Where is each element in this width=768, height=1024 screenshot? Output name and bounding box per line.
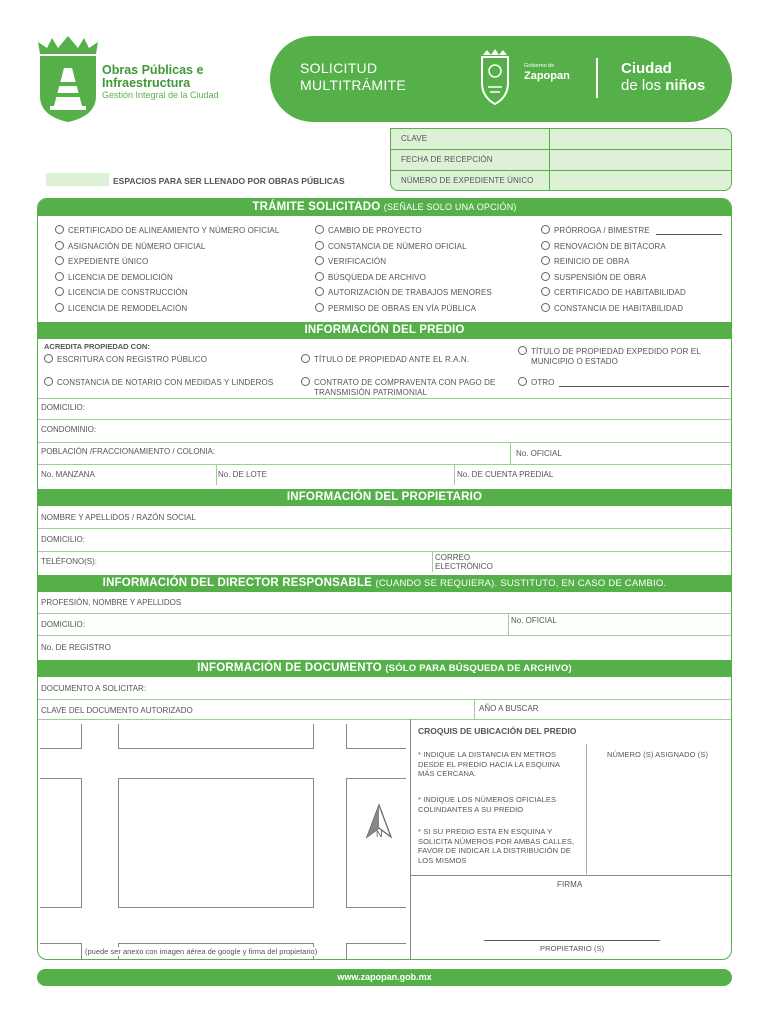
org-name [102, 64, 219, 101]
office-use-table [390, 128, 732, 191]
propietario-nombre-label: NOMBRE Y APELLIDOS / RAZÓN SOCIAL [41, 513, 196, 522]
footer-bar [37, 969, 732, 986]
radio-circle[interactable] [315, 225, 324, 234]
tramite-option-label: CONSTANCIA DE HABITABILIDAD [554, 303, 684, 313]
tramite-option-label: BÚSQUEDA DE ARCHIVO [328, 272, 426, 282]
radio-label-line2: TRANSMISIÓN PATRIMONIAL [314, 388, 428, 397]
section-predio-header [38, 322, 731, 339]
office-field-label: FECHA DE RECEPCIÓN [401, 155, 493, 164]
radio-circle[interactable] [55, 303, 64, 312]
tramite-option-label: LICENCIA DE CONSTRUCCIÓN [68, 288, 188, 297]
documento-clave-label: CLAVE DEL DOCUMENTO AUTORIZADO [41, 706, 193, 715]
tramite-option[interactable] [55, 226, 279, 235]
instr-line: DESDE EL PREDIO HACIA LA ESQUINA [418, 759, 561, 769]
firma-label: FIRMA [557, 880, 583, 889]
radio-circle[interactable] [55, 287, 64, 296]
zapopan-crest-icon [478, 49, 512, 105]
tramite-option[interactable] [541, 288, 686, 297]
instr-line: * SI SU PREDIO ESTA EN ESQUINA Y [418, 827, 553, 836]
municipio-small: Gobierno de [524, 63, 555, 69]
header-banner [270, 36, 732, 122]
sketch-block [40, 724, 82, 749]
radio-circle[interactable] [541, 272, 550, 281]
tramite-option-label: VERIFICACIÓN [328, 257, 387, 266]
org-logo [36, 36, 100, 122]
radio-titulo-ran[interactable] [301, 355, 469, 364]
radio-label-line1: CONTRATO DE COMPRAVENTA CON PAGO DE [314, 378, 496, 387]
radio-circle[interactable] [44, 377, 53, 386]
radio-circle[interactable] [301, 354, 310, 363]
predio-manzana-label: No. MANZANA [41, 470, 95, 479]
legend-text: ESPACIOS PARA SER LLENADO POR OBRAS PÚBLICAS [113, 176, 345, 186]
sketch-block [40, 778, 82, 908]
tramite-option-label: SUSPENSIÓN DE OBRA [554, 272, 647, 282]
municipio-name: Zapopan [524, 70, 570, 82]
predio-lote-label: No. DE LOTE [218, 470, 267, 479]
radio-circle[interactable] [301, 377, 310, 386]
org-name-line2: Infraestructura [102, 76, 191, 90]
radio-circle[interactable] [315, 287, 324, 296]
slogan [621, 60, 705, 94]
radio-circle[interactable] [315, 241, 324, 250]
slogan-line1: Ciudad [621, 60, 672, 77]
radio-escritura[interactable] [44, 355, 207, 364]
croquis-instruction-1 [418, 750, 560, 779]
tramite-option-label: PERMISO DE OBRAS EN VÍA PÚBLICA [328, 303, 477, 313]
tramite-option-label: RENOVACIÓN DE BITÁCORA [554, 241, 666, 251]
tramite-option[interactable] [55, 288, 188, 297]
form-title [300, 60, 406, 94]
office-field-label: CLAVE [401, 134, 428, 143]
radio-contrato[interactable] [301, 378, 495, 398]
predio-domicilio-label: DOMICILIO: [41, 403, 86, 412]
predio-poblacion-label: POBLACIÓN /FRACCIONAMIENTO / COLONIA: [41, 447, 216, 456]
instr-line: COLINDANTES A SU PREDIO [418, 804, 524, 814]
bimestre-input[interactable] [656, 226, 722, 235]
office-field-row[interactable] [391, 150, 731, 171]
propietario-signature-label: PROPIETARIO (S) [540, 944, 605, 953]
radio-circle[interactable] [541, 225, 550, 234]
header-divider [596, 58, 598, 98]
crown-icon [36, 36, 100, 56]
radio-circle[interactable] [315, 303, 324, 312]
tramite-option[interactable] [315, 242, 467, 251]
instr-line: * INDIQUE LA DISTANCIA EN METROS [418, 750, 557, 759]
documento-anio-label: AÑO A BUSCAR [479, 704, 539, 713]
radio-label: CONSTANCIA DE NOTARIO CON MEDIDAS Y LINDEROS [57, 378, 274, 387]
croquis-instruction-3 [418, 827, 574, 865]
tramite-option[interactable] [55, 257, 148, 266]
propietario-telefono-label: TELÉFONO(S): [41, 557, 98, 566]
tramite-option-label: EXPEDIENTE ÚNICO [68, 257, 149, 266]
instr-line: SOLICITA NÚMEROS POR AMBAS CALLES, [418, 836, 575, 846]
instr-line: * INDIQUE LOS NÚMEROS OFICIALES [418, 795, 557, 804]
numero-asignado-label: NÚMERO (S) ASIGNADO (S) [607, 750, 709, 759]
instr-line: LOS MISMOS [418, 855, 467, 865]
radio-label: ESCRITURA CON REGISTRO PÚBLICO [57, 355, 208, 364]
legend-swatch [46, 173, 109, 186]
radio-circle[interactable] [541, 256, 550, 265]
acredita-label: ACREDITA PROPIEDAD CON: [44, 342, 150, 351]
radio-label-line2: MUNICIPIO O ESTADO [531, 357, 618, 366]
predio-no-oficial-label: No. OFICIAL [516, 449, 562, 458]
section-title: INFORMACIÓN DEL PREDIO [304, 324, 465, 336]
radio-circle[interactable] [55, 272, 64, 281]
slogan-line2 [621, 77, 705, 94]
slogan-line2-a: de los [621, 77, 666, 94]
tramite-option[interactable] [541, 226, 722, 235]
tramite-option[interactable] [315, 304, 476, 313]
radio-constancia-notario[interactable] [44, 378, 273, 387]
radio-circle[interactable] [55, 225, 64, 234]
propietario-domicilio-label: DOMICILIO: [41, 535, 86, 544]
tramite-option[interactable] [315, 273, 426, 282]
propietario-correo-label [435, 553, 493, 571]
tramite-option-label: AUTORIZACIÓN DE TRABAJOS MENORES [328, 288, 492, 297]
section-note: (SÓLO PARA BÚSQUEDA DE ARCHIVO) [385, 663, 572, 674]
section-title: INFORMACIÓN DEL DIRECTOR RESPONSABLE [102, 577, 373, 589]
radio-label: OTRO [531, 378, 555, 387]
office-field-row[interactable] [391, 129, 731, 150]
section-title: TRÁMITE SOLICITADO [252, 201, 381, 213]
radio-titulo-municipio[interactable] [518, 347, 701, 367]
section-tramite-header [38, 199, 731, 216]
municipio-logo [524, 63, 570, 82]
radio-circle[interactable] [315, 272, 324, 281]
north-label: N [376, 829, 383, 839]
section-documento-header [38, 660, 731, 677]
section-title: INFORMACIÓN DEL PROPIETARIO [286, 491, 483, 503]
radio-circle[interactable] [518, 377, 527, 386]
tramite-option[interactable] [541, 304, 683, 313]
radio-circle[interactable] [55, 241, 64, 250]
tramite-option-label: REINICIO DE OBRA [554, 257, 630, 266]
sketch-block [40, 943, 82, 960]
sketch-block [118, 778, 314, 908]
sketch-block [346, 943, 406, 960]
office-field-label: NÚMERO DE EXPEDIENTE ÚNICO [401, 176, 534, 185]
tramite-option-label: CAMBIO DE PROYECTO [328, 226, 422, 235]
section-note: (SEÑALE SOLO UNA OPCIÓN) [383, 202, 517, 212]
radio-label: TÍTULO DE PROPIEDAD ANTE EL R.A.N. [314, 355, 470, 364]
section-propietario-header [38, 489, 731, 506]
tramite-option[interactable] [315, 288, 492, 297]
tramite-option[interactable] [541, 273, 647, 282]
documento-solicitar-label: DOCUMENTO A SOLICITAR: [41, 684, 147, 693]
tramite-option[interactable] [55, 242, 205, 251]
tramite-option[interactable] [55, 273, 173, 282]
slogan-line2-b: niños [665, 77, 706, 94]
footer-url[interactable]: www.zapopan.gob.mx [337, 972, 432, 982]
sketch-block [346, 724, 406, 749]
radio-circle[interactable] [541, 303, 550, 312]
tramite-option-label: LICENCIA DE REMODELACIÓN [68, 303, 188, 313]
form-title-line2: MULTITRÁMITE [300, 77, 407, 93]
radio-circle[interactable] [541, 241, 550, 250]
form-title-line1: SOLICITUD [300, 60, 378, 76]
tramite-option[interactable] [315, 226, 422, 235]
tramite-option-label: CERTIFICADO DE HABITABILIDAD [554, 288, 686, 297]
radio-circle[interactable] [44, 354, 53, 363]
tramite-option[interactable] [315, 257, 386, 266]
predio-condominio-label: CONDOMINIO: [41, 425, 97, 434]
section-director-header [38, 575, 731, 592]
director-profesion-label: PROFESIÓN, NOMBRE Y APELLIDOS [41, 598, 182, 607]
predio-cuenta-label: No. DE CUENTA PREDIAL [457, 470, 554, 479]
sketch-block [346, 778, 406, 908]
radio-circle[interactable] [55, 256, 64, 265]
traffic-cone-icon [38, 56, 98, 122]
radio-circle[interactable] [541, 287, 550, 296]
tramite-option-label: CONSTANCIA DE NÚMERO OFICIAL [328, 241, 467, 251]
org-subtitle: Gestión Integral de la Ciudad [102, 90, 219, 100]
tramite-option[interactable] [541, 257, 629, 266]
section-note: (CUANDO SE REQUIERA). SUSTITUTO, EN CASO DE CAMBIO. [375, 578, 667, 589]
tramite-option-label: LICENCIA DE DEMOLICIÓN [68, 272, 173, 282]
section-title: INFORMACIÓN DE DOCUMENTO [197, 662, 382, 674]
croquis-title: CROQUIS DE UBICACIÓN DEL PREDIO [418, 726, 577, 736]
org-name-line1: Obras Públicas e [102, 63, 204, 77]
radio-circle[interactable] [315, 256, 324, 265]
director-registro-label: No. DE REGISTRO [41, 643, 111, 652]
signature-line[interactable] [484, 940, 660, 941]
tramite-option[interactable] [541, 242, 666, 251]
sketch-block [118, 724, 314, 749]
otro-input[interactable] [559, 378, 729, 387]
correo-line1: CORREO [435, 553, 471, 562]
radio-otro[interactable] [518, 378, 729, 387]
correo-line2: ELECTRÓNICO [435, 562, 493, 571]
director-domicilio-label: DOMICILIO: [41, 620, 86, 629]
form-body [37, 198, 732, 960]
croquis-anexo-note: (puede ser anexo con imagen aérea de google y firma del propietario) [85, 947, 318, 956]
tramite-option-label: ASIGNACIÓN DE NÚMERO OFICIAL [68, 241, 206, 251]
radio-circle[interactable] [518, 346, 527, 355]
tramite-option-label: CERTIFICADO DE ALINEAMIENTO Y NÚMERO OFICIAL [68, 226, 280, 235]
instr-line: MÁS CERCANA. [418, 769, 477, 778]
radio-label-line1: TÍTULO DE PROPIEDAD EXPEDIDO POR EL [531, 347, 701, 356]
croquis-instruction-2 [418, 795, 556, 814]
director-no-oficial-label: No. OFICIAL [511, 616, 557, 625]
office-field-row[interactable] [391, 171, 731, 191]
tramite-option-label: PRÓRROGA / BIMESTRE [554, 226, 650, 235]
tramite-option[interactable] [55, 304, 187, 313]
instr-line: FAVOR DE INDICAR LA DISTRIBUCIÓN DE [418, 846, 571, 855]
